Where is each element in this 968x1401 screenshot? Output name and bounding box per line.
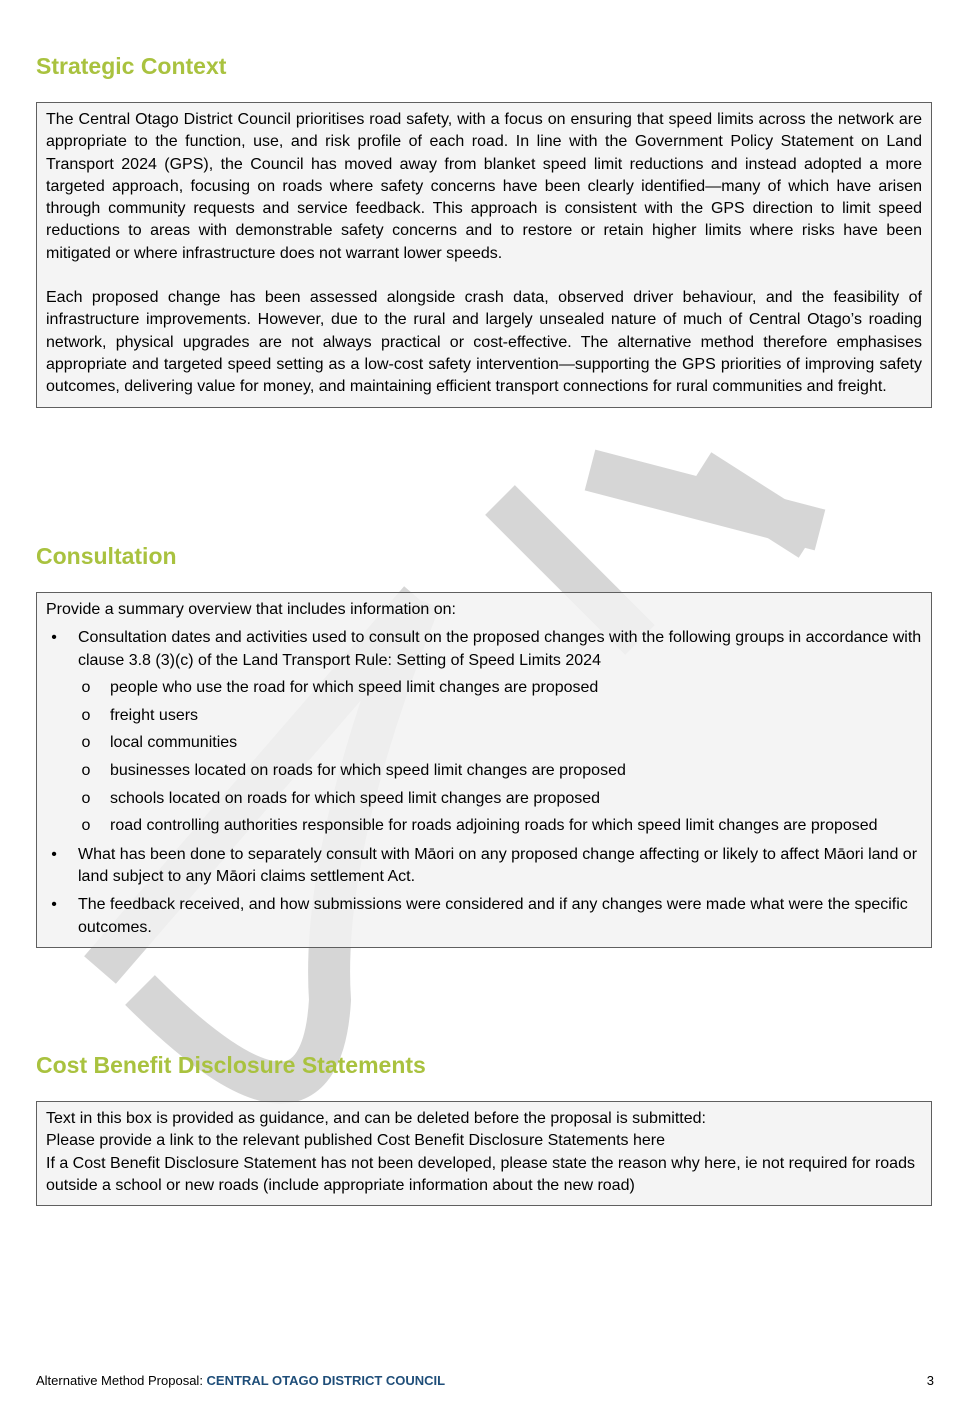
strategic-paragraph-1: The Central Otago District Council prioritises road safety, with a focus on ensuring that speed limits across the network are appropriate to the function, use, and risk profile of each road. In line with the Government Policy Statement on Land Transport 2024 (GPS), the Council has moved away from blanket speed limit reductions and instead adopted a more targeted approach, focusing on roads where safety concerns have been clearly identified—many of which have arisen through community requests and service feedback. This approach is consistent with the GPS direction to limit speed reductions to areas with demonstrable safety concerns and to restore or retain higher limits where risks have been mitigated or where infrastructure does not warrant lower speeds.	[46, 111, 922, 262]
sub-list-item	[78, 788, 922, 810]
list-item	[46, 844, 922, 889]
sub-bullet-text: local communities	[110, 734, 238, 752]
sub-bullet-text: road controlling authorities responsible for roads adjoining roads for which speed limit changes are proposed	[110, 817, 878, 835]
heading-cost-benefit: Cost Benefit Disclosure Statements	[36, 1052, 426, 1078]
bullet-icon: •	[51, 896, 57, 914]
consultation-intro: Provide a summary overview that includes information on:	[46, 601, 456, 618]
watermark-stroke-3	[590, 470, 820, 530]
watermark-stroke-4	[700, 470, 810, 540]
sub-list-item	[78, 732, 922, 754]
cost-benefit-line-3: If a Cost Benefit Disclosure Statement has not been developed, please state the reason why here, ie not required for roads outside a school or new roads (include appropriate information about the new road)	[46, 1154, 915, 1194]
footer-org-name: CENTRAL OTAGO DISTRICT COUNCIL	[206, 1373, 446, 1388]
sub-bullet-text: schools located on roads for which speed limit changes are proposed	[110, 789, 601, 807]
strategic-context-box	[36, 102, 932, 408]
sub-bullet-icon: o	[81, 734, 91, 752]
sub-list-item	[78, 760, 922, 782]
sub-bullet-icon: o	[81, 706, 91, 724]
bullet-text: Consultation dates and activities used to consult on the proposed changes with the following groups in accordance with clause 3.8 (3)(c) of the Land Transport Rule: Setting of Speed Limits 2024	[78, 629, 922, 669]
list-item	[46, 627, 922, 837]
heading-consultation: Consultation	[36, 543, 177, 569]
sub-list-item	[78, 705, 922, 727]
bullet-text: The feedback received, and how submissions were considered and if any changes were made what were the specific outcomes.	[78, 896, 908, 936]
consultation-sub-list	[78, 677, 922, 838]
consultation-bullet-list	[46, 627, 922, 939]
bullet-icon: •	[51, 629, 57, 647]
heading-strategic-context: Strategic Context	[36, 53, 227, 79]
consultation-box	[36, 592, 932, 948]
strategic-paragraph-2: Each proposed change has been assessed alongside crash data, observed driver behaviour, and the feasibility of infrastructure improvements. However, due to the rural and largely unsealed nature of much of Central Otago’s roading network, physical upgrades are not always practical or cost-effective. The alternative method therefore emphasises appropriate and targeted speed setting as a low-cost safety intervention—supporting the GPS priorities of improving safety outcomes, delivering value for money, and maintaining efficient transport connections for rural communities and freight.	[46, 289, 922, 396]
sub-bullet-icon: o	[81, 817, 91, 835]
cost-benefit-line-1: Text in this box is provided as guidance, and can be deleted before the proposal is submitted:	[46, 1110, 706, 1127]
sub-list-item	[78, 677, 922, 699]
cost-benefit-box	[36, 1101, 932, 1206]
bullet-text: What has been done to separately consult with Māori on any proposed change affecting or likely to affect Māori land or land subject to any Māori claims settlement Act.	[78, 845, 918, 885]
page-footer	[36, 1373, 445, 1389]
list-item	[46, 894, 922, 939]
sub-bullet-icon: o	[81, 761, 91, 779]
sub-bullet-text: freight users	[110, 706, 199, 724]
sub-bullet-icon: o	[81, 678, 91, 696]
page-number: 3	[926, 1373, 934, 1388]
sub-bullet-icon: o	[81, 789, 91, 807]
cost-benefit-line-2: Please provide a link to the relevant published Cost Benefit Disclosure Statements here	[46, 1132, 666, 1150]
sub-bullet-text: people who use the road for which speed limit changes are proposed	[110, 678, 599, 696]
bullet-icon: •	[51, 845, 57, 863]
footer-label: Alternative Method Proposal:	[36, 1373, 207, 1388]
sub-bullet-text: businesses located on roads for which speed limit changes are proposed	[110, 761, 626, 779]
sub-list-item	[78, 815, 922, 837]
